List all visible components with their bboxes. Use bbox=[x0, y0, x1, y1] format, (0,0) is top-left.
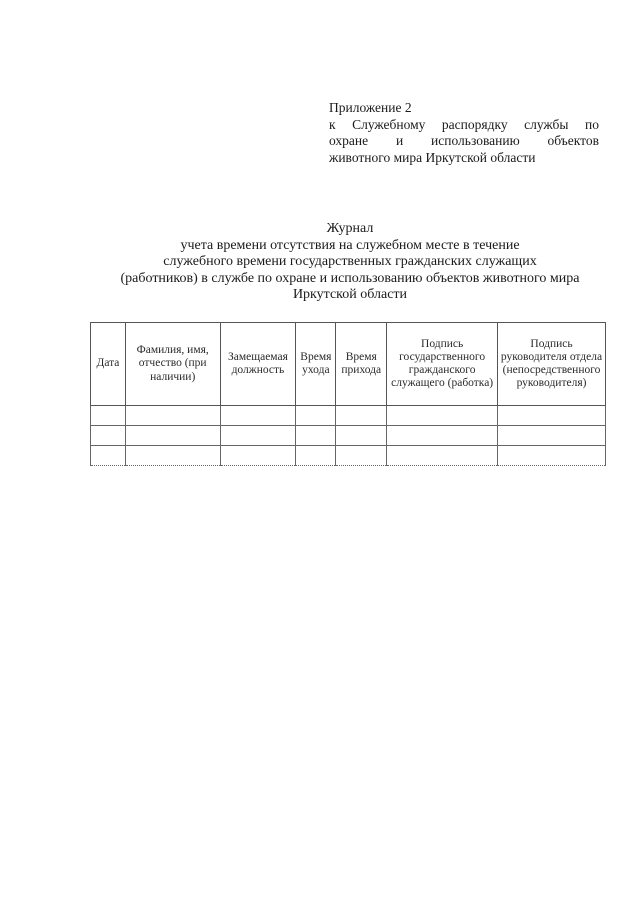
table-cell[interactable] bbox=[296, 426, 336, 446]
journal-subtitle-line-3: (работников) в службе по охране и использованию объектов животного мира bbox=[120, 270, 580, 286]
table-cell[interactable] bbox=[296, 406, 336, 426]
table-cell[interactable] bbox=[387, 446, 498, 466]
header-full-name: Фамилия, имя, отчество (при наличии) bbox=[125, 323, 220, 406]
journal-subtitle-line-4: Иркутской области bbox=[292, 287, 408, 303]
table-cell[interactable] bbox=[125, 446, 220, 466]
table-cell[interactable] bbox=[498, 406, 606, 426]
journal-subtitle-line-2: служебного времени государственных гражданских служащих bbox=[163, 254, 537, 270]
journal-title-block bbox=[60, 221, 640, 304]
annex-line-3: охране и использованию объектов bbox=[329, 133, 599, 148]
table-cell[interactable] bbox=[125, 426, 220, 446]
journal-subtitle-line-1: учета времени отсутствия на служебном месте в течение bbox=[180, 237, 520, 253]
table-cell[interactable] bbox=[387, 426, 498, 446]
table-cell[interactable] bbox=[91, 446, 126, 466]
table-cell[interactable] bbox=[498, 446, 606, 466]
annex-note bbox=[329, 100, 599, 166]
table-row bbox=[91, 426, 606, 446]
table-row bbox=[91, 406, 606, 426]
annex-line-1: Приложение 2 bbox=[329, 100, 412, 115]
header-date: Дата bbox=[91, 323, 126, 406]
table-cell[interactable] bbox=[296, 446, 336, 466]
header-employee-signature: Подпись государственного гражданского служащего (работка) bbox=[387, 323, 498, 406]
table-cell[interactable] bbox=[220, 426, 296, 446]
table-cell[interactable] bbox=[336, 426, 387, 446]
table-cell[interactable] bbox=[91, 406, 126, 426]
header-position: Замещаемая должность bbox=[220, 323, 296, 406]
table-cell[interactable] bbox=[220, 446, 296, 466]
annex-line-2: к Служебному распорядку службы по bbox=[329, 116, 599, 132]
table-header-row bbox=[91, 323, 606, 406]
header-arrival-time: Время прихода bbox=[336, 323, 387, 406]
table-cell[interactable] bbox=[336, 406, 387, 426]
table-cell[interactable] bbox=[336, 446, 387, 466]
annex-line-4: животного мира Иркутской области bbox=[329, 149, 536, 165]
journal-table bbox=[90, 322, 606, 466]
table-cell[interactable] bbox=[498, 426, 606, 446]
header-manager-signature: Подпись руководителя отдела (непосредственного руководителя) bbox=[498, 323, 606, 406]
table-cell[interactable] bbox=[220, 406, 296, 426]
table-row bbox=[91, 446, 606, 466]
journal-title: Журнал bbox=[326, 221, 374, 236]
table-cell[interactable] bbox=[125, 406, 220, 426]
table-cell[interactable] bbox=[91, 426, 126, 446]
header-departure-time: Время ухода bbox=[296, 323, 336, 406]
table-cell[interactable] bbox=[387, 406, 498, 426]
